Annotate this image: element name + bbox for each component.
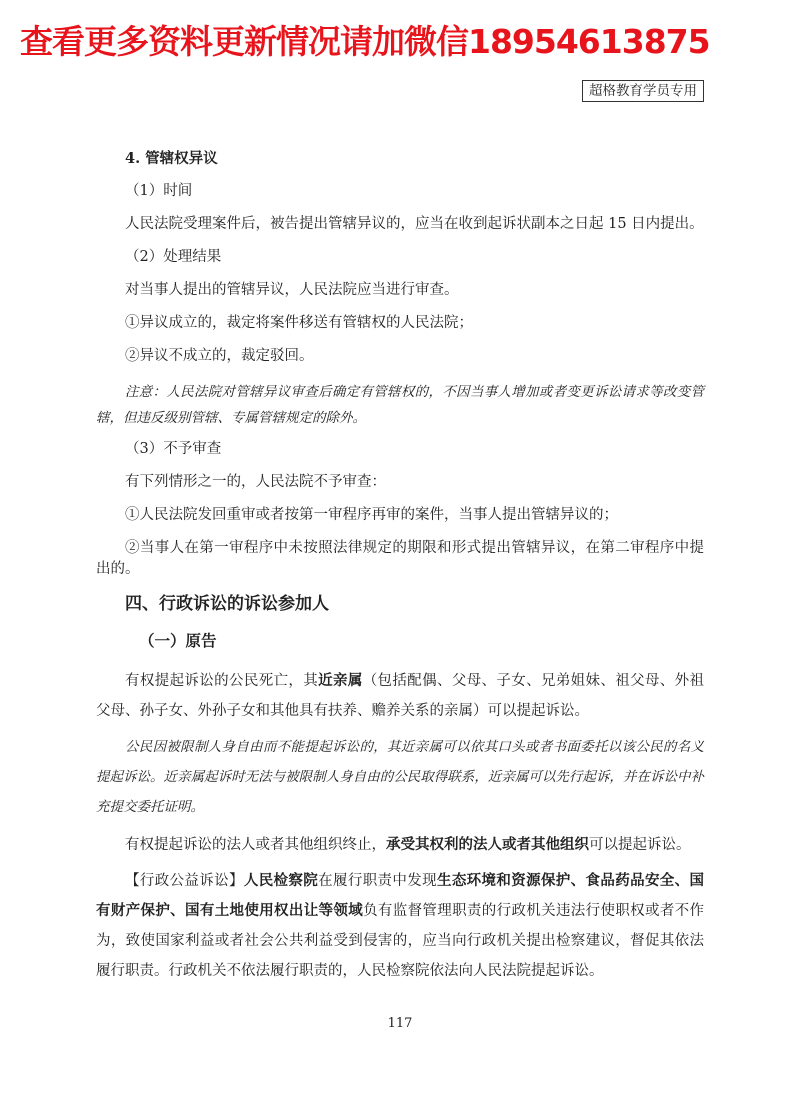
label-time: （1）时间 [125, 183, 193, 199]
subsection-heading-plaintiff: （一）原告 [139, 631, 217, 650]
heading-jurisdiction-objection: 4. 管辖权异议 [125, 150, 218, 167]
paragraph-plaintiff-2: 有权提起诉讼的法人或者其他组织终止，承受其权利的法人或者其他组织可以提起诉讼。 [125, 836, 691, 853]
label-no-review: （3）不予审查 [125, 441, 222, 457]
list-item-result-1: ①异议成立的，裁定将案件移送有管辖权的人民法院； [125, 315, 473, 331]
paragraph-plaintiff-1: 有权提起诉讼的公民死亡，其近亲属（包括配偶、父母、子女、兄弟姐妹、祖父母、外祖父母、孙子女、外孙子女和其他具有扶养、赡养关系的亲属）可以提起诉讼。 [96, 672, 705, 719]
list-item-no-review-2: ②当事人在第一审程序中未按照法律规定的期限和形式提出管辖异议，在第二审程序中提出的。 [96, 540, 704, 577]
page-number: 117 [387, 1016, 413, 1031]
emphasis-close-relatives: 近亲属 [318, 672, 363, 689]
note-paragraph-2: 公民因被限制人身自由而不能提起诉讼的，其近亲属可以依其口头或者书面委托以该公民的名义提起诉讼。近亲属起诉时无法与被限制人身自由的公民取得联系，近亲属可以先行起诉，并在诉讼中补充提交委托证明。 [96, 739, 704, 815]
member-tag: 超格教育学员专用 [582, 80, 704, 102]
label-result: （2）处理结果 [125, 249, 222, 265]
section-heading: 四、行政诉讼的诉讼参加人 [125, 594, 329, 614]
paragraph-no-review: 有下列情形之一的，人民法院不予审查： [125, 474, 386, 490]
emphasis-successor-org: 承受其权利的法人或者其他组织 [386, 836, 589, 853]
paragraph-time: 人民法院受理案件后，被告提出管辖异议的，应当在收到起诉状副本之日起 15 日内提出。 [125, 216, 704, 232]
emphasis-fields: 生态环境和资源保护、食品药品安全、国有财产保护、国有土地使用权出让等领域 [96, 872, 705, 919]
paragraph-result: 对当事人提出的管辖异议，人民法院应当进行审查。 [125, 282, 459, 298]
page-content [96, 148, 704, 992]
paragraph-public-interest: 【行政公益诉讼】人民检察院在履行职责中发现生态环境和资源保护、食品药品安全、国有财产保护、国有土地使用权出让等领域负有监督管理职责的行政机关违法行使职权或者不作为，致使国家利益或者社会公共利益受到侵害的，应当向行政机关提出检察建议，督促其依法履行职责。行政机关不依法履行职责的，人民检察院依法向人民法院提起诉讼。 [96, 872, 705, 979]
promo-banner: 查看更多资料更新情况请加微信18954613875 [20, 22, 710, 61]
list-item-result-2: ②异议不成立的，裁定驳回。 [125, 348, 314, 364]
emphasis-procuratorate: 人民检察院 [243, 872, 319, 889]
list-item-no-review-1: ①人民法院发回重审或者按第一审程序再审的案件，当事人提出管辖异议的； [125, 507, 618, 523]
note-paragraph-1: 注意：人民法院对管辖异议审查后确定有管辖权的，不因当事人增加或者变更诉讼请求等改变管辖，但违反级别管辖、专属管辖规定的除外。 [96, 384, 704, 426]
